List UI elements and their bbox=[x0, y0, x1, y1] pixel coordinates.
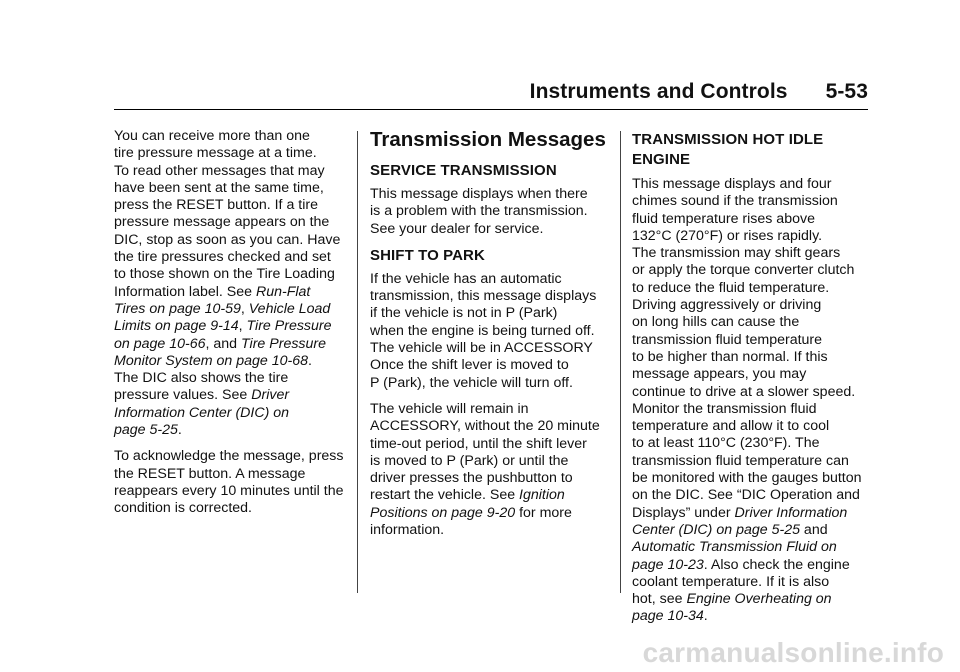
header-rule bbox=[114, 109, 868, 110]
xref-engine-overheating[interactable]: Engine Overheating on bbox=[686, 591, 832, 608]
paragraph-service: This message displays when there is a problem with the transmission. See your dealer for service. bbox=[370, 186, 588, 237]
xref-tire-pressure-monitor[interactable]: Tire Pressure bbox=[241, 335, 327, 352]
xref-automatic-transmission-fluid[interactable]: Automatic Transmission Fluid on bbox=[632, 539, 837, 556]
xref-ignition-positions[interactable]: Ignition bbox=[519, 487, 565, 504]
xref-dic[interactable]: Driver bbox=[251, 387, 290, 404]
paragraph-hot-idle: This message displays and four chimes sound if the transmission fluid temperature rises above 132°C (270°F) or rises rapidly. The transmission may shift gears or apply the torque converter clutch to reduce the fluid temperature. Driving aggressively or driving on long hills can cause the transmission fluid temperature to be higher than normal. If this message appears, you may continue to drive at a slower speed. Monitor the transmission fluid temperature and allow it to cool to at least 110°C (230°F). The transmission fluid temperature can be monitored with the gauges button on the DIC. See “DIC Operation and Displays” under Driver Information Center (DIC) on page 5-25 and Automatic Transmission Fluid on page 10-23. Also check the engine coolant temperature. If it is also hot, see Engine Overheating on page 10-34. bbox=[632, 176, 862, 625]
section-title: Instruments and Controls bbox=[529, 80, 788, 103]
xref-tire-pressure[interactable]: Tire Pressure bbox=[246, 318, 332, 335]
paragraph-remain: The vehicle will remain in ACCESSORY, without the 20 minute time-out period, until the shift lever is moved to P (Park) or until the driver presses the pushbutton to restart the vehicle. See Ignition Positions on page 9-20 for more information. bbox=[370, 400, 600, 539]
subheading-shift-to-park: SHIFT TO PARK bbox=[370, 246, 485, 264]
xref-vehicle-load-limits[interactable]: Vehicle Load bbox=[248, 300, 331, 317]
subheading-transmission-hot-idle: TRANSMISSION HOT IDLE ENGINE bbox=[632, 131, 824, 168]
paragraph-acknowledge: To acknowledge the message, press the RESET button. A message reappears every 10 minutes until the condition is corrected. bbox=[114, 448, 344, 517]
paragraph-shift: If the vehicle has an automatic transmission, this message displays if the vehicle is not in P (Park) when the engine is being turned off. The vehicle will be in ACCESSORY Once the shift lever is moved to P (Park), the vehicle will turn off. bbox=[370, 270, 597, 391]
running-header bbox=[530, 80, 868, 104]
column-2 bbox=[370, 128, 610, 548]
column-1 bbox=[114, 128, 346, 527]
column-divider-1 bbox=[357, 131, 358, 593]
column-3 bbox=[632, 128, 872, 635]
section-heading: Transmission Messages bbox=[370, 128, 606, 151]
subheading-service-transmission: SERVICE TRANSMISSION bbox=[370, 162, 557, 179]
page-number: 5-53 bbox=[825, 80, 868, 103]
xref-run-flat-tires[interactable]: Run-Flat bbox=[255, 283, 311, 300]
xref-dic-center[interactable]: Driver Information bbox=[734, 504, 848, 521]
paragraph-multiple-messages: You can receive more than one tire pressure message at a time. To read other messages that may have been sent at the same time, press the RESET button. If a tire pressure message appears on the DIC, stop as soon as you can. Have the tire pressures checked and set to those shown on the Tire Loading Information label. See Run-Flat Tires on page 10-59, Vehicle Load Limits on page 9-14, Tire Pressure on page 10-66, and Tire Pressure Monitor System on page 10-68. The DIC also shows the tire pressure values. See Driver Information Center (DIC) on page 5-25. bbox=[114, 128, 341, 439]
watermark: carmanualsonline.info bbox=[642, 637, 944, 668]
column-divider-2 bbox=[620, 131, 621, 593]
